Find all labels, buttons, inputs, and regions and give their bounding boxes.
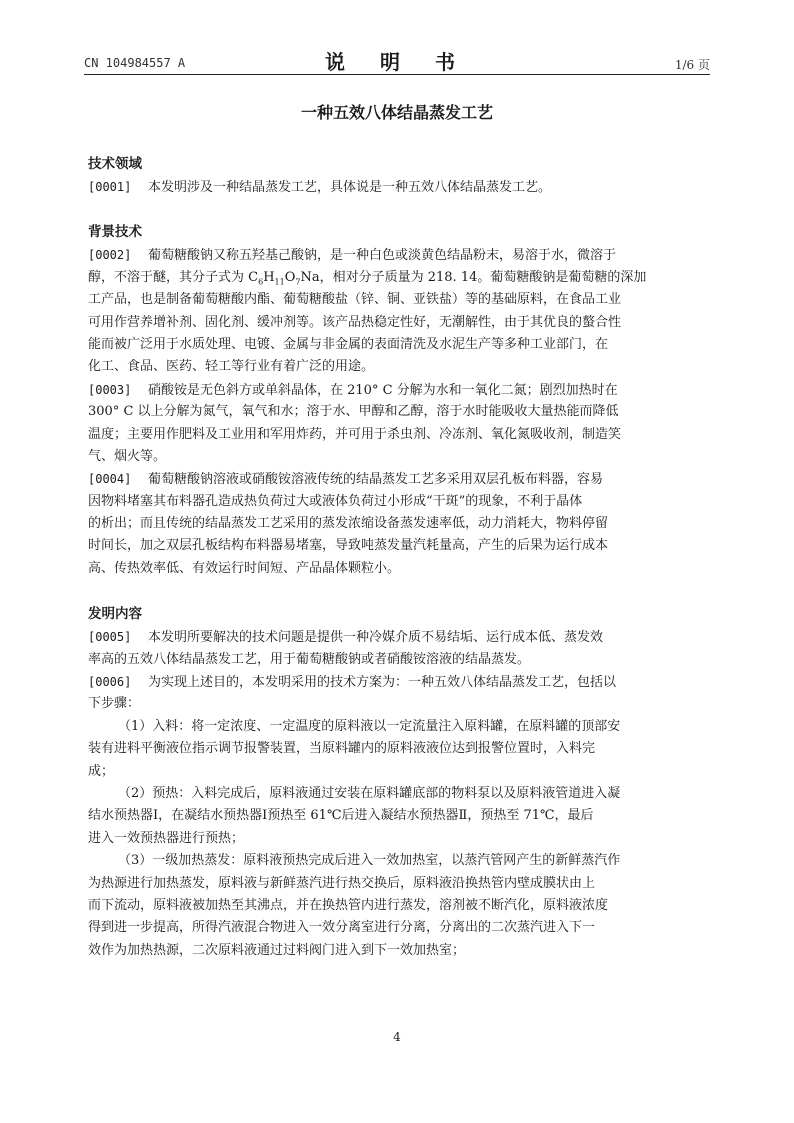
paragraph-0004 — [88, 468, 710, 490]
paragraph-line: 温度；主要用作肥料及工业用和军用炸药，并可用于杀虫剂、冷冻剂、氧化氮吸收剂，制造笑 — [88, 426, 622, 442]
paragraph-line: 得到进一步提高，所得汽液混合物进入一效分离室进行分离，分离出的二次蒸汽进入下一 — [88, 920, 596, 936]
paragraph-0006 — [88, 671, 710, 693]
step-1-line: （1）入料：将一定浓度、一定温度的原料液以一定流量注入原料罐，在原料罐的顶部安 — [118, 718, 621, 734]
paragraph-line — [88, 267, 710, 289]
paragraph-text: 葡萄糖酸钠溶液或硝酸铵溶液传统的结晶蒸发工艺多采用双层孔板布料器，容易 — [148, 472, 604, 488]
paragraph-line: 工产品，也是制备葡萄糖酸内酯、葡萄糖酸盐（锌、铜、亚铁盐）等的基础原料，在食品工业 — [88, 292, 622, 308]
subscript: 6 — [258, 277, 264, 287]
page-number: 4 — [393, 1030, 401, 1044]
header-rule — [84, 74, 710, 75]
paragraph-text: 为实现上述目的，本发明采用的技术方案为：一种五效八体结晶蒸发工艺，包括以 — [148, 675, 617, 691]
paragraph-line: 进入一效预热器进行预热； — [88, 830, 245, 846]
paragraph-number: [0005] — [88, 630, 132, 645]
text-run: Na，相对分子质量为 218. 14。葡萄糖酸钠是葡萄糖的深加 — [300, 269, 647, 285]
paragraph-line: 成； — [88, 763, 115, 779]
paragraph-line: 的析出；而且传统的结晶蒸发工艺采用的蒸发浓缩设备蒸发速率低，动力消耗大，物料停留 — [88, 516, 609, 532]
paragraph-line: 300° C 以上分解为氮气，氧气和水；溶于水、甲醇和乙醇，溶于水时能吸收大量热能而降低 — [88, 404, 619, 420]
paragraph-number: [0003] — [88, 382, 132, 397]
paragraph-text: 葡萄糖酸钠又称五羟基己酸钠，是一种白色或淡黄色结晶粉末，易溶于水，微溶于 — [148, 248, 617, 264]
section-heading-technical-field: 技术领域 — [88, 156, 142, 172]
text-run: O — [284, 269, 296, 285]
document-title: 一种五效八体结晶蒸发工艺 — [300, 103, 493, 122]
subscript: 11 — [274, 277, 285, 287]
paragraph-line: 为热源进行加热蒸发，原料液与新鲜蒸汽进行热交换后，原料液沿换热管内壁成膜状由上 — [88, 875, 596, 891]
page-header — [84, 44, 710, 74]
paragraph-line: 而下流动，原料液被加热至其沸点，并在换热管内进行蒸发，溶剂被不断汽化，原料液浓度 — [88, 897, 609, 913]
text-run: H — [263, 269, 275, 285]
paragraph-number: [0002] — [88, 248, 132, 263]
section-heading-invention-content: 发明内容 — [88, 606, 142, 623]
paragraph-text: 硝酸铵是无色斜方或单斜晶体，在 210° C 分解为水和一氧化二氮；剧烈加热时在 — [148, 382, 618, 398]
paragraph-0002 — [88, 244, 710, 266]
paragraph-number: [0004] — [88, 472, 132, 487]
step-2-line: （2）预热：入料完成后，原料液通过安装在原料罐底部的物料泵以及原料液管道进入凝 — [118, 785, 621, 801]
paragraph-line: 能而被广泛用于水质处理、电镀、金属与非金属的表面清洗及水泥生产等多种工业部门，在 — [88, 336, 609, 352]
paragraph-text: 本发明涉及一种结晶蒸发工艺，具体说是一种五效八体结晶蒸发工艺。 — [148, 180, 552, 195]
paragraph-line: 结水预热器Ⅰ，在凝结水预热器Ⅰ预热至 61℃后进入凝结水预热器Ⅱ，预热至 71℃，最后 — [88, 808, 594, 824]
section-heading-background: 背景技术 — [88, 224, 142, 241]
paragraph-line: 气、烟火等。 — [88, 448, 167, 464]
paragraph-line: 可用作营养增补剂、固化剂、缓冲剂等。该产品热稳定性好，无潮解性，由于其优良的螯合性 — [88, 314, 622, 330]
text-run: 醇，不溶于醚，其分子式为 C — [88, 269, 259, 285]
document-number: CN 104984557 A — [84, 56, 186, 70]
paragraph-line: 化工、食品、医药、轻工等行业有着广泛的用途。 — [88, 359, 375, 375]
paragraph-0001 — [88, 176, 710, 198]
paragraph-line: 因物料堵塞其布料器孔造成热负荷过大或液体负荷过小形成“干斑”的现象，不利于晶体 — [88, 493, 583, 509]
paragraph-line: 装有进料平衡液位指示调节报警装置，当原料罐内的原料液液位达到报警位置时，入料完 — [88, 741, 596, 757]
paragraph-text: 本发明所要解决的技术问题是提供一种冷媒介质不易结垢、运行成本低、蒸发效 — [148, 630, 604, 646]
paragraph-line: 率高的五效八体结晶蒸发工艺，用于葡萄糖酸钠或者硝酸铵溶液的结晶蒸发。 — [88, 651, 531, 667]
paragraph-line: 下步骤： — [88, 696, 141, 712]
header-title: 说 明 书 — [325, 50, 469, 74]
paragraph-line: 时间长，加之双层孔板结构布料器易堵塞，导致吨蒸发量汽耗量高，产生的后果为运行成本 — [88, 538, 609, 554]
paragraph-number: [0006] — [88, 675, 132, 690]
document-body — [88, 152, 710, 962]
subscript: 7 — [295, 277, 301, 287]
paragraph-line: 效作为加热热源，二次原料液通过过料阀门进入到下一效加热室； — [88, 942, 466, 958]
paragraph-number: [0001] — [88, 180, 132, 194]
paragraph-line: 高、传热效率低、有效运行时间短、产品晶体颗粒小。 — [88, 560, 401, 576]
paragraph-0003 — [88, 379, 710, 401]
step-3-line: （3）一级加热蒸发：原料液预热完成后进入一效加热室，以蒸汽管网产生的新鲜蒸汽作 — [118, 853, 621, 869]
paragraph-0005 — [88, 626, 710, 648]
page-indicator: 1/6 页 — [674, 58, 710, 72]
